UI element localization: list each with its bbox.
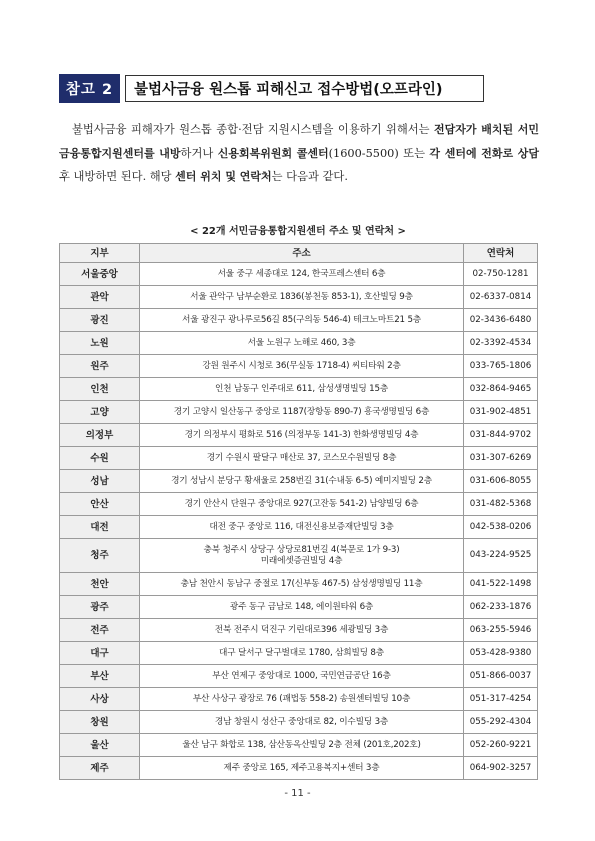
region-cell: 제주	[60, 757, 140, 780]
phone-cell: 02-6337-0814	[464, 286, 538, 309]
section-header	[59, 74, 484, 103]
address-line: 인천 남동구 인주대로 611, 삼성생명빌딩 15층	[214, 383, 389, 394]
address-line: 전북 전주시 덕진구 기린대로396 세광빌딩 3층	[214, 624, 389, 635]
intro-text-3: (1600-5500) 또는	[328, 146, 430, 160]
phone-cell: 031-307-6269	[464, 447, 538, 470]
address-line-2: 미래에셋증권빌딩 4층	[260, 555, 343, 566]
column-header-region: 지부	[60, 244, 140, 263]
table-row	[60, 286, 538, 309]
intro-paragraph	[59, 118, 539, 189]
phone-cell: 042-538-0206	[464, 516, 538, 539]
table-row	[60, 734, 538, 757]
intro-bold-3: 각 센터에 전화로 상담	[429, 146, 540, 160]
address-line: 광주 동구 금남로 148, 에이원타워 6층	[229, 601, 374, 612]
page-number: - 11 -	[284, 788, 311, 799]
phone-cell: 043-224-9525	[464, 539, 538, 573]
region-cell: 사상	[60, 688, 140, 711]
table-row	[60, 539, 538, 573]
address-cell	[140, 734, 464, 757]
region-cell: 원주	[60, 355, 140, 378]
region-cell: 관악	[60, 286, 140, 309]
table-row	[60, 424, 538, 447]
region-cell: 대구	[60, 642, 140, 665]
table-row	[60, 596, 538, 619]
address-cell	[140, 573, 464, 596]
table-row	[60, 688, 538, 711]
address-line: 부산 연제구 중앙대로 1000, 국민연금공단 16층	[212, 670, 391, 681]
address-line: 서울 광진구 광나루로56길 85(구의동 546-4) 테크노마트21 5층	[182, 314, 421, 325]
phone-cell: 031-606-8055	[464, 470, 538, 493]
region-cell: 성남	[60, 470, 140, 493]
address-cell	[140, 516, 464, 539]
address-cell	[140, 596, 464, 619]
region-cell: 인천	[60, 378, 140, 401]
table-header-row	[60, 244, 538, 263]
address-line: 대전 중구 중앙로 116, 대전신용보증재단빌딩 3층	[209, 521, 394, 532]
table-caption: < 22개 서민금융통합지원센터 주소 및 연락처 >	[190, 226, 406, 237]
table-body	[60, 263, 538, 780]
table-row	[60, 493, 538, 516]
phone-cell: 033-765-1806	[464, 355, 538, 378]
address-cell	[140, 619, 464, 642]
table-row	[60, 642, 538, 665]
address-line: 충남 천안시 동남구 중절로 17(신부동 467-5) 삼성생명빌딩 11층	[180, 578, 423, 589]
address-cell	[140, 263, 464, 286]
address-line: 강원 원주시 시청로 36(무실동 1718-4) 씨티타워 2층	[202, 360, 401, 371]
region-cell: 대전	[60, 516, 140, 539]
address-line: 경기 수원시 팔달구 매산로 37, 코스모수원빌딩 8층	[206, 452, 397, 463]
phone-cell: 041-522-1498	[464, 573, 538, 596]
region-cell: 천안	[60, 573, 140, 596]
region-cell: 고양	[60, 401, 140, 424]
address-line: 울산 남구 화합로 138, 삼산동옥산빌딩 2층 전체 (201호,202호)	[182, 739, 421, 750]
address-cell	[140, 711, 464, 734]
table-row	[60, 378, 538, 401]
phone-cell: 055-292-4304	[464, 711, 538, 734]
phone-cell: 064-902-3257	[464, 757, 538, 780]
region-cell: 청주	[60, 539, 140, 573]
table-row	[60, 757, 538, 780]
region-cell: 수원	[60, 447, 140, 470]
address-cell	[140, 665, 464, 688]
address-cell	[140, 447, 464, 470]
region-cell: 의정부	[60, 424, 140, 447]
phone-cell: 053-428-9380	[464, 642, 538, 665]
region-cell: 광주	[60, 596, 140, 619]
phone-cell: 031-844-9702	[464, 424, 538, 447]
address-line: 경기 성남시 분당구 황새울로 258번길 31(수내동 6-5) 예미지빌딩 2층	[171, 475, 432, 486]
table-row	[60, 355, 538, 378]
address-line: 서울 관악구 남부순환로 1836(봉천동 853-1), 호산빌딩 9층	[190, 291, 413, 302]
address-line: 경기 고양시 일산동구 중앙로 1187(장항동 890-7) 흥국생명빌딩 6층	[173, 406, 430, 417]
table-row	[60, 401, 538, 424]
phone-cell: 02-3436-6480	[464, 309, 538, 332]
intro-bold-1: 전담자가 배치된 서민금융통합지원센터를 내방	[59, 123, 539, 160]
region-cell: 창원	[60, 711, 140, 734]
address-cell	[140, 332, 464, 355]
table-row	[60, 447, 538, 470]
address-line: 경남 창원시 성산구 중앙대로 82, 이수빌딩 3층	[214, 716, 389, 727]
intro-text-2: 하거나	[180, 146, 218, 160]
address-cell	[140, 493, 464, 516]
region-cell: 전주	[60, 619, 140, 642]
region-cell: 안산	[60, 493, 140, 516]
address-cell	[140, 642, 464, 665]
table-row	[60, 573, 538, 596]
phone-cell: 032-864-9465	[464, 378, 538, 401]
address-line: 경기 의정부시 평화로 516 (의정부동 141-3) 한화생명빌딩 4층	[184, 429, 419, 440]
intro-text-5: 는 다음과 같다.	[271, 170, 348, 183]
reference-badge: 참고 2	[59, 74, 120, 103]
address-line: 제주 중앙로 165, 제주고용복지+센터 3층	[223, 762, 380, 773]
address-cell	[140, 401, 464, 424]
phone-cell: 051-317-4254	[464, 688, 538, 711]
address-cell	[140, 539, 464, 573]
intro-text-1: 불법사금융 피해자가 원스톱 종합·전담 지원시스템을 이용하기 위해서는	[72, 123, 435, 136]
address-cell	[140, 355, 464, 378]
section-title: 불법사금융 원스톱 피해신고 접수방법(오프라인)	[125, 75, 484, 102]
intro-bold-2: 신용회복위원회 콜센터	[217, 146, 329, 160]
region-cell: 서울중앙	[60, 263, 140, 286]
address-cell	[140, 470, 464, 493]
region-cell: 울산	[60, 734, 140, 757]
phone-cell: 02-750-1281	[464, 263, 538, 286]
address-line: 경기 안산시 단원구 중앙대로 927(고잔동 541-2) 남양빌딩 6층	[184, 498, 419, 509]
phone-cell: 063-255-5946	[464, 619, 538, 642]
phone-cell: 031-902-4851	[464, 401, 538, 424]
phone-cell: 031-482-5368	[464, 493, 538, 516]
column-header-phone: 연락처	[464, 244, 538, 263]
address-line: 대구 달서구 달구벌대로 1780, 삼희빌딩 8층	[219, 647, 384, 658]
table-row	[60, 516, 538, 539]
address-cell	[140, 424, 464, 447]
phone-cell: 062-233-1876	[464, 596, 538, 619]
phone-cell: 051-866-0037	[464, 665, 538, 688]
region-cell: 노원	[60, 332, 140, 355]
region-cell: 광진	[60, 309, 140, 332]
table-row	[60, 309, 538, 332]
region-cell: 부산	[60, 665, 140, 688]
address-line: 부산 사상구 광장로 76 (괘법동 558-2) 송원센터빌딩 10층	[192, 693, 411, 704]
intro-text-4: 후 내방하면 된다. 해당	[59, 170, 176, 183]
table-row	[60, 470, 538, 493]
address-cell	[140, 378, 464, 401]
table-row	[60, 332, 538, 355]
phone-cell: 02-3392-4534	[464, 332, 538, 355]
address-cell	[140, 286, 464, 309]
address-line: 서울 중구 세종대로 124, 한국프레스센터 6층	[217, 268, 386, 279]
table-row	[60, 263, 538, 286]
column-header-address: 주소	[140, 244, 464, 263]
table-row	[60, 711, 538, 734]
address-line: 서울 노원구 노해로 460, 3층	[247, 337, 356, 348]
phone-cell: 052-260-9221	[464, 734, 538, 757]
center-table	[59, 243, 538, 780]
intro-bold-4: 센터 위치 및 연락처	[175, 170, 272, 183]
table-row	[60, 619, 538, 642]
address-cell	[140, 309, 464, 332]
address-line: 충북 청주시 상당구 상당로81번길 4(북문로 1가 9-3)	[203, 544, 400, 555]
table-row	[60, 665, 538, 688]
address-cell	[140, 757, 464, 780]
address-cell	[140, 688, 464, 711]
